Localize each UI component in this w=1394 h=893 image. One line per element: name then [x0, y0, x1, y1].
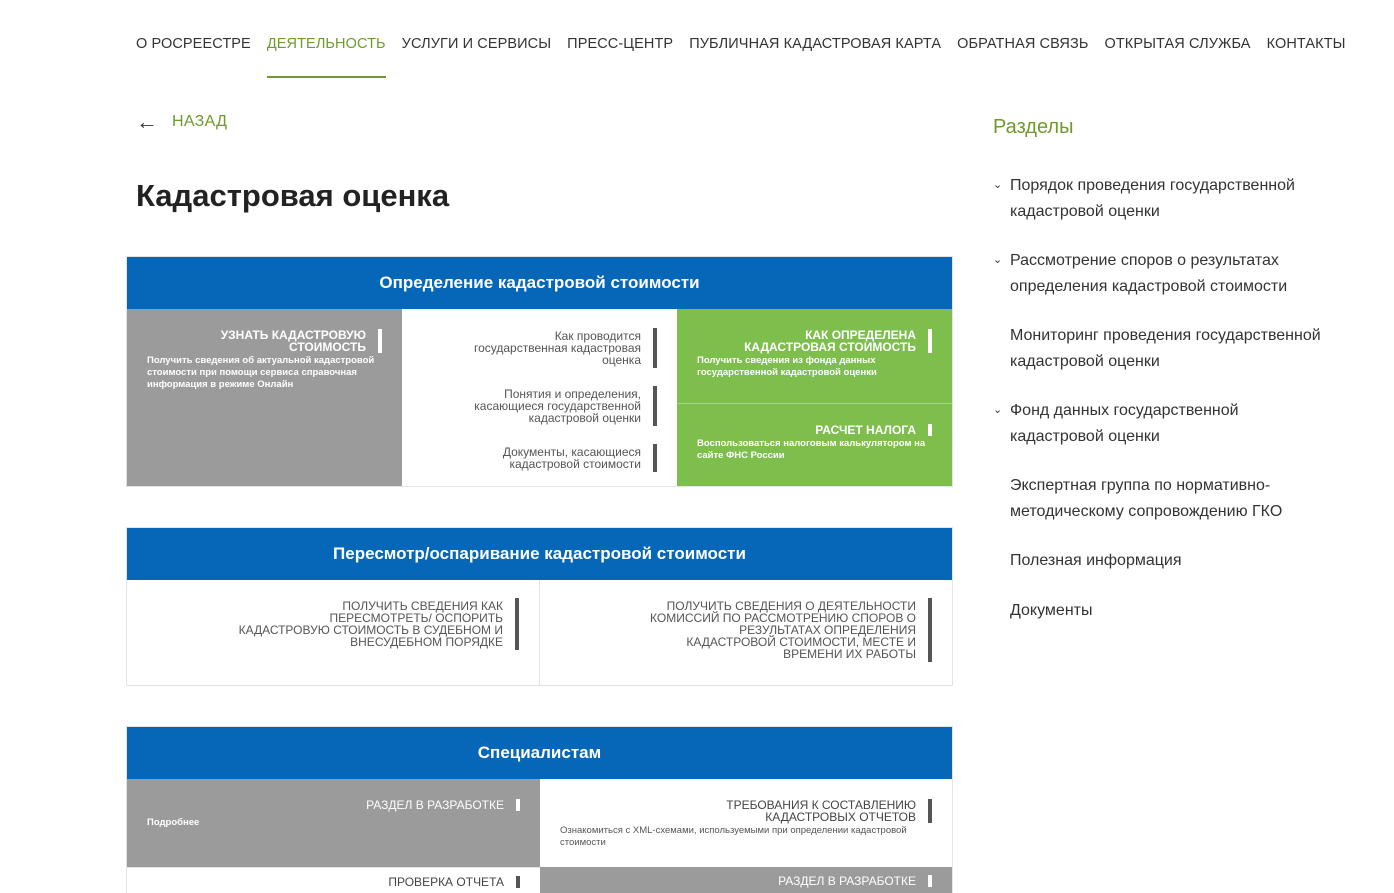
link-documents[interactable]: Документы, касающиеся кадастровой стоимости [492, 446, 657, 470]
nav-item-services[interactable]: УСЛУГИ И СЕРВИСЫ [401, 36, 552, 52]
nav-item-open-service[interactable]: ОТКРЫТАЯ СЛУЖБА [1104, 36, 1251, 52]
tile-title: КАК ОПРЕДЕЛЕНА КАДАСТРОВАЯ СТОИМОСТЬ [697, 329, 932, 353]
nav-item-about[interactable]: О РОСРЕЕСТРЕ [136, 36, 251, 52]
sidebar-item-useful-info[interactable] [993, 548, 1323, 574]
tile-in-development-2[interactable] [540, 867, 952, 893]
sidebar [993, 116, 1323, 647]
sidebar-item-label: Мониторинг проведения государственной кадастровой оценки [1010, 327, 1321, 370]
tile-desc: Подробнее [147, 817, 200, 828]
tile-desc: Ознакомиться с XML-схемами, используемыми при определении кадастровой стоимости [560, 825, 907, 848]
tile-commissions[interactable] [540, 580, 952, 685]
sidebar-title: Разделы [993, 116, 1074, 138]
link-how-conducted[interactable]: Как проводится государственная кадастровая оценка [462, 330, 657, 366]
tile-tax-calc[interactable] [677, 404, 952, 472]
tile-desc: Получить сведения из фонда данных государственной кадастровой оценки [697, 355, 877, 378]
chevron-down-icon: ⌄ [993, 179, 1003, 191]
sidebar-item-label: Порядок проведения государственной кадастровой оценки [1010, 177, 1295, 220]
tile-in-development[interactable] [127, 779, 540, 867]
tile-report-requirements[interactable] [540, 779, 952, 867]
section-header: Специалистам [127, 727, 952, 779]
section-header: Пересмотр/оспаривание кадастровой стоимости [127, 528, 952, 580]
nav-item-activity[interactable]: ДЕЯТЕЛЬНОСТЬ [267, 0, 386, 78]
sidebar-item-data-fund[interactable] [993, 398, 1323, 449]
chevron-down-icon: ⌄ [993, 404, 1003, 416]
tile-how-revise[interactable] [127, 580, 540, 685]
nav-item-press[interactable]: ПРЕСС-ЦЕНТР [567, 36, 674, 52]
tile-desc: Воспользоваться налоговым калькулятором на сайте ФНС России [697, 438, 926, 461]
page-title: Кадастровая оценка [136, 178, 450, 213]
tile-title: РАЗДЕЛ В РАЗРАБОТКЕ [560, 875, 932, 887]
back-link[interactable] [136, 109, 228, 134]
sidebar-item-label: Полезная информация [1010, 552, 1182, 569]
green-column [677, 309, 952, 486]
section-revision [126, 527, 953, 686]
tile-title: РАСЧЕТ НАЛОГА [697, 424, 932, 436]
sidebar-item-label: Фонд данных государственной кадастровой оценки [1010, 402, 1239, 445]
sidebar-item-procedure[interactable] [993, 173, 1323, 224]
sidebar-item-label: Документы [1010, 601, 1093, 619]
tile-title: ПОЛУЧИТЬ СВЕДЕНИЯ О ДЕЯТЕЛЬНОСТИ КОМИССИЙ ПО РАССМОТРЕНИЮ СПОРОВ О РЕЗУЛЬТАТАХ ОПРЕДЕЛЕНИЯ КАДАСТРОВОЙ СТОИМОСТИ, МЕСТЕ И ВРЕМЕНИ ИХ РАБОТЫ [650, 600, 932, 660]
section-cadastral-value [126, 256, 953, 487]
tile-find-value[interactable] [127, 309, 402, 486]
chevron-down-icon: ⌄ [993, 254, 1003, 266]
section-specialists [126, 726, 953, 893]
sidebar-item-disputes[interactable] [993, 248, 1323, 299]
tile-desc: Получить сведения об актуальной кадастровой стоимости при помощи сервиса справочная информация в режиме Онлайн [147, 355, 375, 390]
sidebar-item-documents[interactable] [993, 598, 1323, 624]
tile-title: РАЗДЕЛ В РАЗРАБОТКЕ [147, 799, 520, 811]
links-column [402, 309, 677, 486]
tile-title: ПОЛУЧИТЬ СВЕДЕНИЯ КАК ПЕРЕСМОТРЕТЬ/ ОСПОРИТЬ КАДАСТРОВУЮ СТОИМОСТЬ В СУДЕБНОМ И ВНЕСУДЕБНОМ ПОРЯДКЕ [237, 600, 519, 648]
sidebar-item-monitoring[interactable] [993, 323, 1323, 374]
tile-title: ПРОВЕРКА ОТЧЕТА [147, 876, 520, 888]
link-definitions[interactable]: Понятия и определения, касающиеся государственной кадастровой оценки [462, 388, 657, 424]
nav-item-feedback[interactable]: ОБРАТНАЯ СВЯЗЬ [957, 36, 1089, 52]
tile-how-determined[interactable] [677, 309, 952, 404]
sidebar-item-label: Экспертная группа по нормативно-методическому сопровождению ГКО [1010, 477, 1283, 520]
back-label: НАЗАД [172, 113, 228, 130]
section-header: Определение кадастровой стоимости [127, 257, 952, 309]
nav-item-contacts[interactable]: КОНТАКТЫ [1266, 36, 1346, 52]
sidebar-item-label: Рассмотрение споров о результатах определения кадастровой стоимости [1010, 252, 1288, 295]
tile-title: ТРЕБОВАНИЯ К СОСТАВЛЕНИЮ КАДАСТРОВЫХ ОТЧЕТОВ [560, 799, 932, 823]
tile-report-check[interactable] [127, 867, 540, 893]
sidebar-item-expert-group[interactable] [993, 473, 1323, 524]
tile-title: УЗНАТЬ КАДАСТРОВУЮ СТОИМОСТЬ [147, 329, 382, 353]
arrow-left-icon: ← [136, 109, 158, 134]
top-nav [136, 0, 1362, 80]
nav-item-cadastral-map[interactable]: ПУБЛИЧНАЯ КАДАСТРОВАЯ КАРТА [689, 36, 942, 52]
